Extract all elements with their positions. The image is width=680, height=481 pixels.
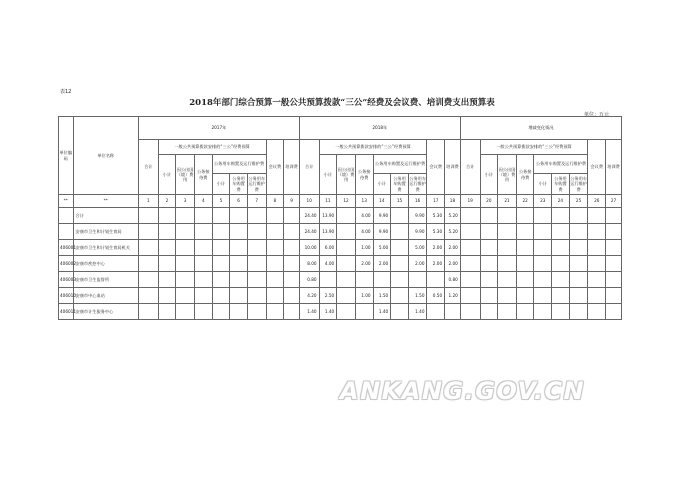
table-row [59, 224, 622, 240]
table-row [59, 240, 622, 256]
value-cell [391, 240, 409, 256]
column-index: 7 [247, 195, 266, 208]
value-cell [194, 240, 212, 256]
value-cell: 1.20 [445, 288, 461, 304]
column-index: 10 [299, 195, 319, 208]
value-cell [391, 208, 409, 224]
abroad-header: 因公出国（境）费用 [498, 155, 517, 195]
value-cell [480, 240, 498, 256]
value-cell: 5.20 [445, 224, 461, 240]
column-index: 18 [445, 195, 461, 208]
sanggong-header: 一般公共预算拨款安排的“三公”经费预算 [319, 140, 427, 155]
value-cell [460, 304, 480, 320]
value-cell [498, 224, 517, 240]
value-cell [606, 208, 622, 224]
value-cell [337, 240, 356, 256]
value-cell [138, 256, 158, 272]
value-cell [284, 256, 300, 272]
value-cell: 4.00 [319, 256, 337, 272]
subtotal-header: 小计 [480, 155, 498, 195]
value-cell [391, 288, 409, 304]
training-header: 培训费 [606, 140, 622, 195]
value-cell [516, 272, 534, 288]
column-index: 15 [391, 195, 409, 208]
column-index-row [59, 195, 622, 208]
value-cell [460, 272, 480, 288]
value-cell: 9.90 [408, 224, 427, 240]
value-cell [480, 256, 498, 272]
column-index: 24 [552, 195, 570, 208]
value-cell [176, 256, 195, 272]
value-cell [266, 304, 284, 320]
value-cell: 2.50 [319, 288, 337, 304]
vehicle-header: 公务用车购置及运行维护费 [534, 155, 588, 174]
value-cell: 2.00 [427, 240, 445, 256]
value-cell [606, 240, 622, 256]
star-marker: ** [59, 195, 74, 208]
column-index: 5 [212, 195, 230, 208]
value-cell [552, 272, 570, 288]
value-cell [266, 272, 284, 288]
value-cell [284, 304, 300, 320]
value-cell [552, 304, 570, 320]
year-2017-header: 2017年 [138, 117, 299, 140]
value-cell [247, 224, 266, 240]
dept-code-cell [59, 224, 74, 240]
value-cell [212, 288, 230, 304]
value-cell [498, 208, 517, 224]
value-cell [337, 304, 356, 320]
dept-code-header: 单位编码 [59, 117, 74, 195]
value-cell [158, 288, 176, 304]
value-cell: 0.80 [299, 272, 319, 288]
value-cell [266, 224, 284, 240]
sanggong-header: 一般公共预算拨款安排的“三公”经费预算 [480, 140, 588, 155]
year-2018-header: 2018年 [299, 117, 460, 140]
value-cell [138, 240, 158, 256]
value-cell [247, 240, 266, 256]
value-cell [606, 224, 622, 240]
abroad-header: 因公出国（境）费用 [337, 155, 356, 195]
value-cell [355, 304, 373, 320]
value-cell: 2.00 [408, 256, 427, 272]
value-cell [606, 288, 622, 304]
unit-label: 单位：万元 [584, 112, 610, 118]
value-cell [284, 224, 300, 240]
value-cell [176, 304, 195, 320]
column-index: 17 [427, 195, 445, 208]
value-cell [516, 208, 534, 224]
value-cell [480, 208, 498, 224]
value-cell [266, 240, 284, 256]
vehicle-header: 公务用车购置及运行维护费 [212, 155, 266, 174]
total-header: 合计 [138, 140, 158, 195]
value-cell [230, 224, 248, 240]
value-cell: 1.40 [408, 304, 427, 320]
value-cell [230, 256, 248, 272]
value-cell [284, 240, 300, 256]
dept-code-cell: 406010 [59, 288, 74, 304]
value-cell [247, 208, 266, 224]
column-index: 19 [460, 195, 480, 208]
vehicle-run-header: 公务用车运行维护费 [408, 174, 427, 195]
value-cell: 5.30 [427, 208, 445, 224]
value-cell: 0.50 [427, 288, 445, 304]
training-header: 培训费 [284, 140, 300, 195]
value-cell [588, 224, 606, 240]
value-cell [176, 208, 195, 224]
value-cell [230, 208, 248, 224]
value-cell [212, 272, 230, 288]
value-cell [212, 256, 230, 272]
value-cell [319, 272, 337, 288]
column-index: 1 [138, 195, 158, 208]
column-index: 6 [230, 195, 248, 208]
dept-name-cell: 安康市中心血站 [73, 288, 138, 304]
value-cell [552, 288, 570, 304]
value-cell [516, 288, 534, 304]
reception-header: 公务接待费 [355, 155, 373, 195]
value-cell [337, 272, 356, 288]
column-index: 14 [373, 195, 391, 208]
table-tag: 表12 [60, 89, 72, 95]
value-cell [194, 224, 212, 240]
value-cell [498, 288, 517, 304]
value-cell [498, 240, 517, 256]
value-cell: 2.00 [355, 256, 373, 272]
dept-name-cell: 安康市卫生和计划生育局 [73, 224, 138, 240]
dept-code-cell: 406011 [59, 304, 74, 320]
value-cell [534, 304, 552, 320]
star-marker: ** [73, 195, 138, 208]
value-cell: 9.90 [373, 208, 391, 224]
page-title: 2018年部门综合预算一般公共预算拨款“三公”经费及会议费、培训费支出预算表 [189, 98, 495, 108]
value-cell [158, 304, 176, 320]
table-row [59, 288, 622, 304]
dept-code-cell [59, 208, 74, 224]
vehicle-purchase-header: 公务用车购置费 [552, 174, 570, 195]
subtotal-header: 小计 [373, 174, 391, 195]
watermark: ANKANG.GOV.CN [340, 377, 586, 405]
vehicle-purchase-header: 公务用车购置费 [230, 174, 248, 195]
value-cell [194, 208, 212, 224]
value-cell [516, 224, 534, 240]
value-cell: 4.00 [355, 208, 373, 224]
vehicle-header: 公务用车购置及运行维护费 [373, 155, 427, 174]
column-index: 11 [319, 195, 337, 208]
value-cell [247, 304, 266, 320]
value-cell [552, 240, 570, 256]
value-cell: 9.90 [373, 224, 391, 240]
value-cell [138, 208, 158, 224]
value-cell [498, 256, 517, 272]
value-cell [480, 272, 498, 288]
dept-name-cell: 合计 [73, 208, 138, 224]
column-index: 4 [194, 195, 212, 208]
column-index: 22 [516, 195, 534, 208]
value-cell [230, 240, 248, 256]
budget-table [58, 116, 622, 320]
value-cell [355, 272, 373, 288]
value-cell: 1.40 [299, 304, 319, 320]
value-cell [569, 240, 588, 256]
value-cell [158, 240, 176, 256]
value-cell [534, 272, 552, 288]
value-cell [138, 288, 158, 304]
value-cell [534, 208, 552, 224]
value-cell: 4.20 [299, 288, 319, 304]
table-row [59, 272, 622, 288]
value-cell [516, 256, 534, 272]
value-cell [391, 224, 409, 240]
sanggong-header: 一般公共预算拨款安排的“三公”经费预算 [158, 140, 266, 155]
value-cell [230, 304, 248, 320]
value-cell [588, 272, 606, 288]
value-cell [460, 256, 480, 272]
value-cell: 24.40 [299, 224, 319, 240]
value-cell: 2.00 [445, 240, 461, 256]
value-cell [588, 256, 606, 272]
value-cell [569, 288, 588, 304]
value-cell: 5.00 [408, 240, 427, 256]
value-cell [588, 240, 606, 256]
value-cell [569, 272, 588, 288]
dept-code-cell: 406002 [59, 256, 74, 272]
table-row [59, 256, 622, 272]
value-cell [230, 272, 248, 288]
value-cell [194, 256, 212, 272]
column-index: 3 [176, 195, 195, 208]
vehicle-run-header: 公务用车运行维护费 [247, 174, 266, 195]
meeting-header: 会议费 [588, 140, 606, 195]
value-cell [606, 256, 622, 272]
value-cell [284, 208, 300, 224]
dept-code-cell: 406003 [59, 272, 74, 288]
value-cell [445, 304, 461, 320]
value-cell [158, 224, 176, 240]
value-cell [480, 304, 498, 320]
dept-name-cell: 安康市卫生监督所 [73, 272, 138, 288]
value-cell [569, 256, 588, 272]
value-cell: 2.00 [445, 256, 461, 272]
value-cell [588, 208, 606, 224]
value-cell: 2.00 [373, 256, 391, 272]
value-cell [516, 304, 534, 320]
value-cell [212, 224, 230, 240]
value-cell: 24.40 [299, 208, 319, 224]
column-index: 9 [284, 195, 300, 208]
value-cell [266, 288, 284, 304]
value-cell [373, 272, 391, 288]
value-cell [552, 208, 570, 224]
value-cell: 5.30 [427, 224, 445, 240]
subtotal-header: 小计 [534, 174, 552, 195]
subtotal-header: 小计 [212, 174, 230, 195]
value-cell [460, 240, 480, 256]
value-cell [138, 304, 158, 320]
value-cell: 2.00 [427, 256, 445, 272]
value-cell: 9.90 [408, 208, 427, 224]
value-cell [498, 304, 517, 320]
value-cell [337, 224, 356, 240]
value-cell [337, 288, 356, 304]
value-cell: 1.40 [373, 304, 391, 320]
value-cell [534, 240, 552, 256]
value-cell [534, 224, 552, 240]
value-cell [158, 256, 176, 272]
value-cell [158, 208, 176, 224]
dept-name-cell: 安康市卫生和计划生育局机关 [73, 240, 138, 256]
value-cell [460, 288, 480, 304]
value-cell [194, 272, 212, 288]
value-cell: 1.00 [355, 240, 373, 256]
value-cell [480, 224, 498, 240]
value-cell [176, 224, 195, 240]
value-cell [534, 288, 552, 304]
value-cell: 1.50 [408, 288, 427, 304]
value-cell: 13.90 [319, 224, 337, 240]
value-cell: 5.00 [373, 240, 391, 256]
value-cell [138, 272, 158, 288]
value-cell: 1.40 [319, 304, 337, 320]
column-index: 8 [266, 195, 284, 208]
value-cell [606, 272, 622, 288]
table-row [59, 208, 622, 224]
table-body [59, 208, 622, 320]
value-cell [247, 288, 266, 304]
value-cell [427, 304, 445, 320]
value-cell [552, 224, 570, 240]
value-cell [337, 208, 356, 224]
value-cell [337, 256, 356, 272]
column-index: 12 [337, 195, 356, 208]
value-cell: 8.00 [299, 256, 319, 272]
value-cell [569, 224, 588, 240]
value-cell [460, 208, 480, 224]
dept-name-cell: 安康市计生服务中心 [73, 304, 138, 320]
column-index: 21 [498, 195, 517, 208]
reception-header: 公务接待费 [516, 155, 534, 195]
value-cell [606, 304, 622, 320]
column-index: 27 [606, 195, 622, 208]
subtotal-header: 小计 [158, 155, 176, 195]
value-cell [284, 288, 300, 304]
dept-code-cell: 406001 [59, 240, 74, 256]
value-cell [569, 208, 588, 224]
dept-name-cell: 安康市疾控中心 [73, 256, 138, 272]
reception-header: 公务接待费 [194, 155, 212, 195]
dept-name-header: 单位名称 [73, 117, 138, 195]
value-cell [266, 208, 284, 224]
subtotal-header: 小计 [319, 155, 337, 195]
value-cell [176, 272, 195, 288]
abroad-header: 因公出国（境）费用 [176, 155, 195, 195]
value-cell [480, 288, 498, 304]
meeting-header: 会议费 [266, 140, 284, 195]
table-row [59, 304, 622, 320]
value-cell: 6.00 [319, 240, 337, 256]
total-header: 合计 [460, 140, 480, 195]
value-cell [247, 272, 266, 288]
column-index: 23 [534, 195, 552, 208]
value-cell [516, 240, 534, 256]
value-cell [247, 256, 266, 272]
value-cell [194, 288, 212, 304]
value-cell: 4.00 [355, 224, 373, 240]
column-index: 13 [355, 195, 373, 208]
value-cell [552, 256, 570, 272]
value-cell: 10.00 [299, 240, 319, 256]
value-cell [176, 288, 195, 304]
value-cell [194, 304, 212, 320]
value-cell [230, 288, 248, 304]
column-index: 2 [158, 195, 176, 208]
value-cell [498, 272, 517, 288]
value-cell [284, 272, 300, 288]
value-cell [391, 304, 409, 320]
value-cell [158, 272, 176, 288]
value-cell [176, 240, 195, 256]
value-cell: 5.20 [445, 208, 461, 224]
value-cell [460, 224, 480, 240]
value-cell [212, 304, 230, 320]
value-cell [534, 256, 552, 272]
value-cell [408, 272, 427, 288]
value-cell [569, 304, 588, 320]
column-index: 26 [588, 195, 606, 208]
value-cell [588, 304, 606, 320]
column-index: 16 [408, 195, 427, 208]
value-cell [391, 272, 409, 288]
value-cell [138, 224, 158, 240]
value-cell: 0.80 [445, 272, 461, 288]
vehicle-run-header: 公务用车运行维护费 [569, 174, 588, 195]
value-cell: 1.00 [355, 288, 373, 304]
value-cell: 13.90 [319, 208, 337, 224]
value-cell [212, 240, 230, 256]
value-cell: 1.50 [373, 288, 391, 304]
value-cell [212, 208, 230, 224]
value-cell [427, 272, 445, 288]
value-cell [266, 256, 284, 272]
value-cell [588, 288, 606, 304]
training-header: 培训费 [445, 140, 461, 195]
meeting-header: 会议费 [427, 140, 445, 195]
value-cell [391, 256, 409, 272]
vehicle-purchase-header: 公务用车购置费 [391, 174, 409, 195]
total-header: 合计 [299, 140, 319, 195]
column-index: 20 [480, 195, 498, 208]
column-index: 25 [569, 195, 588, 208]
change-header: 增减变化情况 [460, 117, 621, 140]
